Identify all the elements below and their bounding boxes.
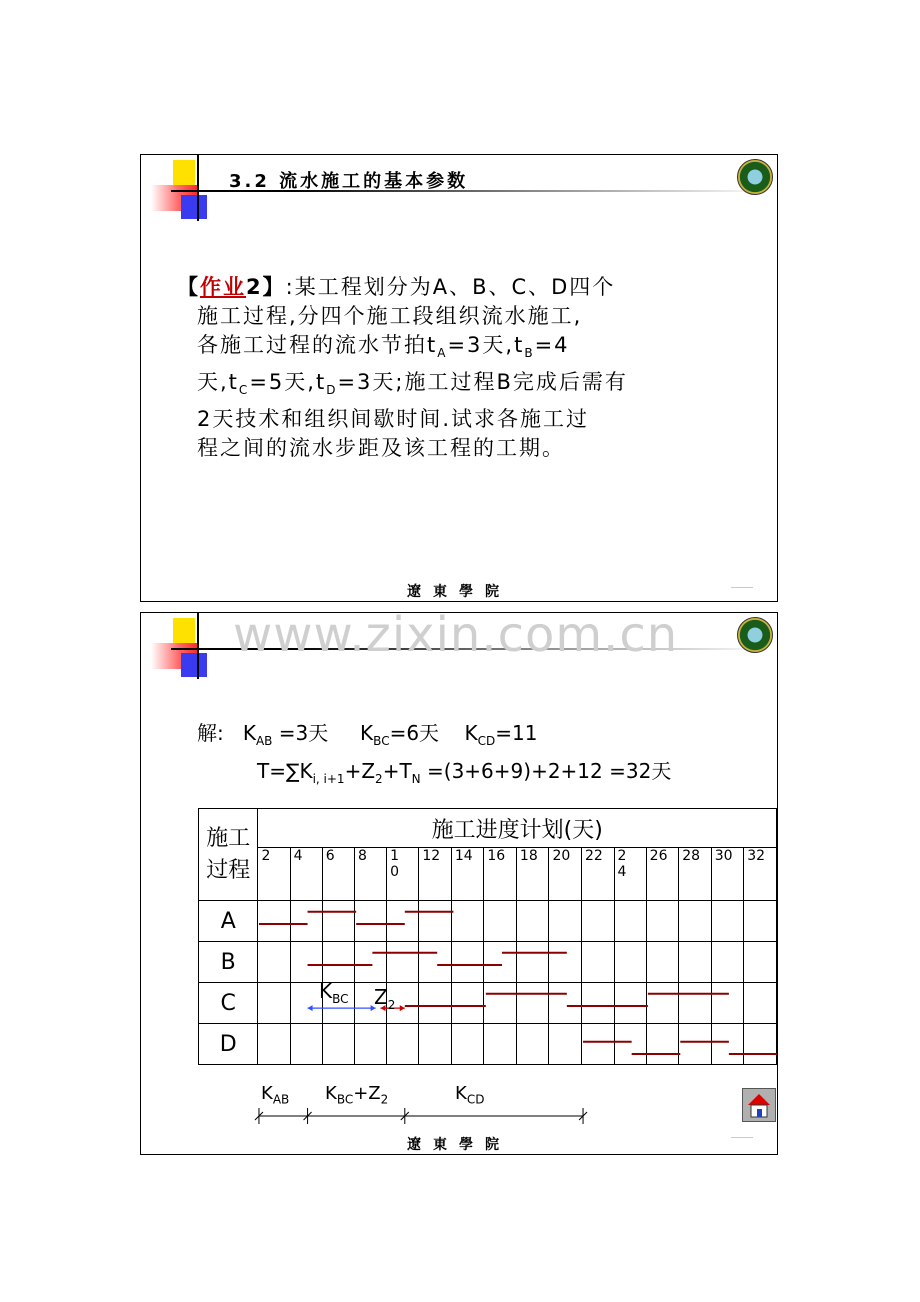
day-header: 2 <box>258 848 290 901</box>
home-icon <box>743 1089 775 1121</box>
z2-arrow-head <box>400 1005 405 1011</box>
slide-homework <box>140 154 778 602</box>
kbc-z2-dimension-label: $K_{BC}+Z_2$ <box>325 1083 389 1107</box>
college-footer: 遼東學院 <box>407 584 511 600</box>
z2-annotation: $Z_2$ <box>374 985 396 1012</box>
kbc-annotation: $K_{BC}$ <box>319 979 349 1006</box>
day-header: 2 4 <box>614 848 646 901</box>
day-header: 28 <box>679 848 712 901</box>
day-header: 8 <box>354 848 386 901</box>
tiny-mark <box>731 1137 753 1146</box>
day-header: 1 0 <box>387 848 419 901</box>
slide-solution <box>140 612 778 1155</box>
tiny-mark <box>731 587 753 596</box>
gantt-overlay <box>141 613 777 1154</box>
day-header: 18 <box>516 848 549 901</box>
day-header: 14 <box>451 848 484 901</box>
solution-line-1: 解: $K_{AB} =3$天 $K_{BC}=6$天 $K_{CD}=11$ <box>197 721 538 748</box>
day-header: 20 <box>549 848 582 901</box>
kbc-arrow-head <box>308 1005 313 1011</box>
day-header: 4 <box>290 848 322 901</box>
day-header: 12 <box>419 848 452 901</box>
watermark: www.zixin.com.cn <box>233 612 679 663</box>
home-button[interactable] <box>742 1088 776 1122</box>
day-header: 22 <box>581 848 614 901</box>
day-header: 30 <box>711 848 744 901</box>
table-row: D <box>199 1024 777 1065</box>
day-header: 16 <box>484 848 517 901</box>
day-header: 6 <box>322 848 354 901</box>
table-row: A <box>199 901 777 942</box>
day-header: 32 <box>744 848 777 901</box>
process-header: 施工 过程 <box>199 809 258 901</box>
solution-line-2: $T=\sum K_{i, i+1}+Z_2+T_N =(3+6+9)+2+12 =32$天 <box>257 759 672 786</box>
college-footer: 遼東學院 <box>407 1137 511 1153</box>
table-row: B <box>199 942 777 983</box>
table-row: C <box>199 983 777 1024</box>
college-emblem-icon <box>737 159 773 195</box>
kcd-dimension-label: $K_{CD}$ <box>455 1083 485 1107</box>
homework-text: 【作业2】:某工程划分为A、B、C、D四个 施工过程,分四个施工段组织流水施工, 各施工过程的流水节拍$t_A=3$天$,t_B=4$ 天$,t_C=5$天$,t_D=3$天;施工过程B完成后需有 2天技术和组织间歇时间.试求各施工过 程之间的流水步距及该工程的工期。 <box>177 275 628 461</box>
homework-label: 作业 <box>200 275 246 299</box>
kab-dimension-label: $K_{AB}$ <box>261 1083 290 1107</box>
plan-header: 施工进度计划(天) <box>258 809 777 848</box>
day-header: 26 <box>646 848 679 901</box>
slide-title: 3.2 流水施工的基本参数 <box>229 171 469 192</box>
